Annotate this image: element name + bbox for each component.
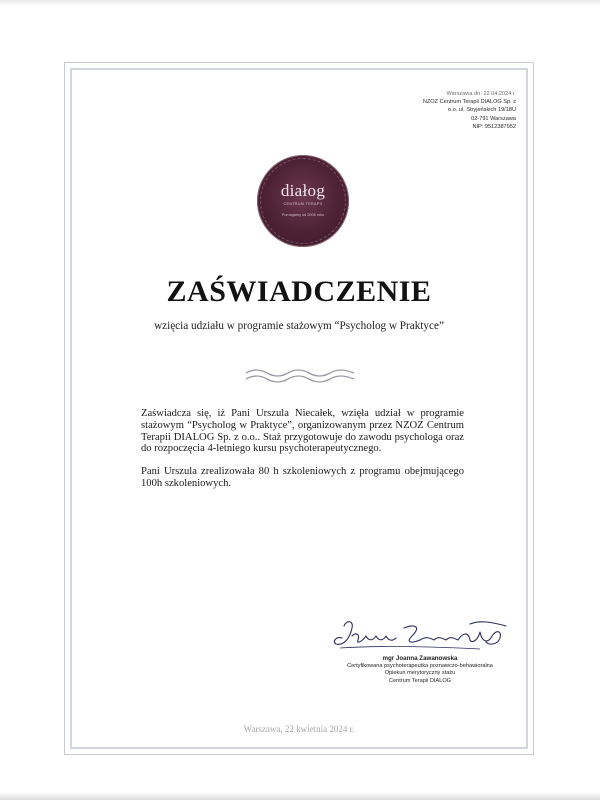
body-paragraph-2: Pani Urszula zrealizowała 80 h szkoleniowych z programu obejmującego 100h szkoleniowych.	[141, 466, 464, 489]
footer-place-date: Warszawa, 22 kwietnia 2024 r.	[243, 724, 355, 734]
handwritten-signature	[330, 616, 514, 654]
decorative-wave-divider	[244, 368, 356, 384]
sender-address-stamp	[376, 90, 516, 131]
sender-company: NZOZ Centrum Terapii DIALOG Sp. z	[422, 99, 516, 106]
sender-date: Warszawa dn. 22.04.2024 r.	[446, 91, 516, 97]
logo-ring	[260, 158, 346, 244]
scan-edge-bottom	[0, 792, 600, 800]
sender-street: o.o. ul. Stryjeńskich 19/18U	[447, 107, 516, 114]
logo-word: diałog	[280, 181, 326, 200]
signer-organization: Centrum Terapii DIALOG	[388, 677, 452, 684]
signer-block	[300, 655, 540, 685]
logo-tagline: Pomagamy od 2006 roku	[281, 213, 325, 217]
signer-credential: Certyfikowana psychoterapeutka poznawczo-behawioralna	[347, 662, 493, 669]
body-paragraph-1: Zaświadcza się, iż Pani Urszula Niecałek, wzięła udział w programie stażowym “Psycholog w Praktyce”, organizowanym przez NZOZ Centrum Terapii DIALOG Sp. z o.o.. Staż przygotowuje do zawodu psychologa oraz do rozpoczęcia 4-letniego kursu psychoterapeutycznego.	[141, 408, 464, 455]
certificate-body	[141, 408, 464, 501]
dialog-logo	[257, 155, 349, 247]
certificate-subtitle: wzięcia udziału w programie stażowym “Psycholog w Praktyce”	[154, 320, 444, 332]
scan-edge-top	[0, 0, 600, 6]
sender-city: 02-791 Warszawa	[471, 115, 516, 122]
signer-name: mgr Joanna Zawanowska	[382, 655, 458, 662]
sender-nip: NIP: 9512387952	[472, 123, 516, 130]
certificate-title: ZAŚWIADCZENIE	[166, 275, 432, 308]
signer-role: Opiekun merytoryczny stażu	[384, 670, 456, 677]
logo-subtitle: CENTRUM TERAPII	[283, 202, 323, 206]
